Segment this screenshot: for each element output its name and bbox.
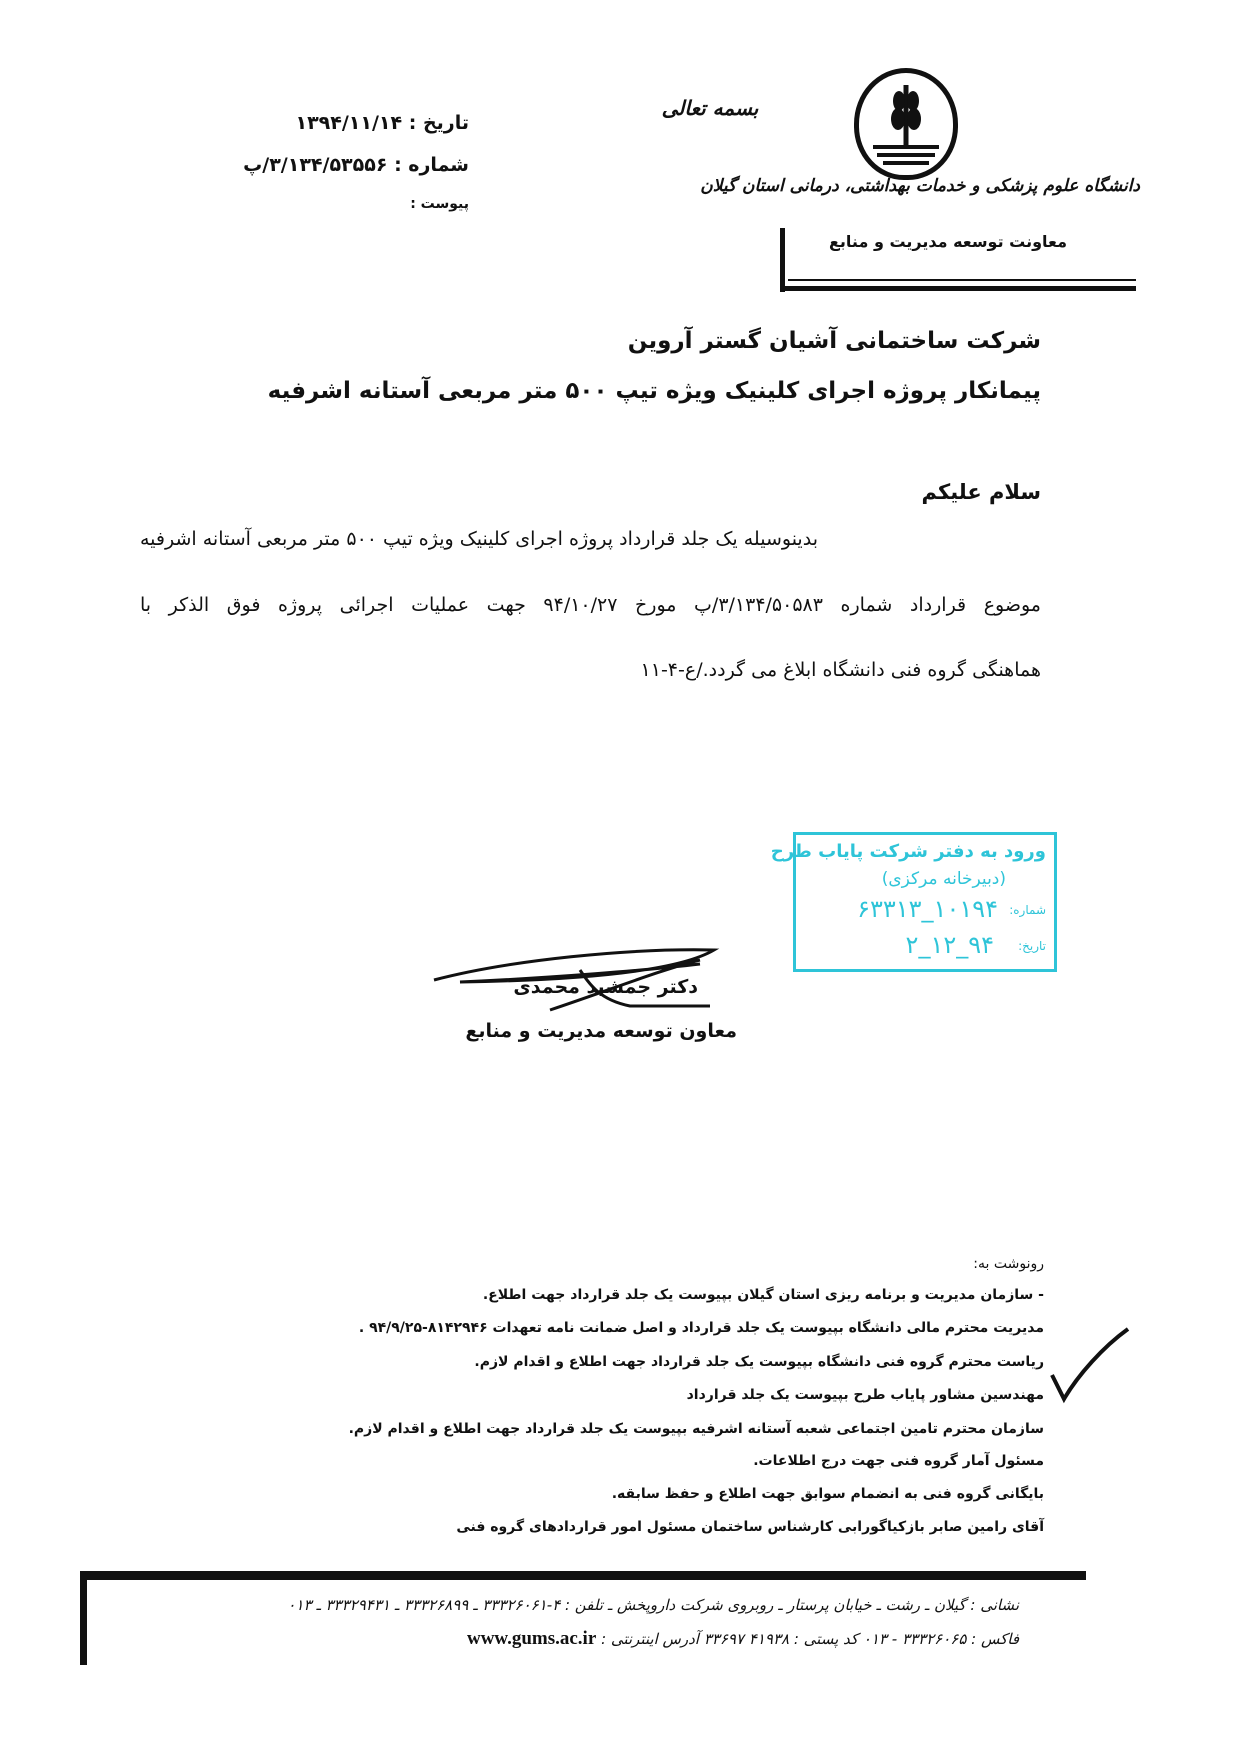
invocation-calligraphy: بسمه تعالی bbox=[661, 96, 759, 120]
greeting: سلام علیکم bbox=[921, 480, 1041, 504]
number-label: شماره : bbox=[394, 154, 469, 176]
cc-item: بایگانی گروه فنی به انضمام سوابق جهت اطلاع و حفظ سابقه. bbox=[611, 1486, 1044, 1502]
cc-item: آقای رامین صابر بازکیاگورابی کارشناس ساختمان مسئول امور قراردادهای گروه فنی bbox=[456, 1519, 1044, 1535]
cc-heading: رونوشت به: bbox=[973, 1256, 1044, 1272]
number-value: ۳/۱۳۴/۵۳۵۵۶/پ bbox=[243, 154, 388, 176]
cc-item: ریاست محترم گروه فنی دانشگاه بپیوست یک جلد قرارداد جهت اطلاع و اقدام لازم. bbox=[474, 1354, 1044, 1370]
cc-item: سازمان محترم تامین اجتماعی شعبه آستانه اشرفیه بپیوست یک جلد قرارداد جهت اطلاع و اقدام لازم. bbox=[348, 1421, 1044, 1437]
cc-item: مسئول آمار گروه فنی جهت درج اطلاعات. bbox=[753, 1453, 1044, 1469]
cc-item: مدیریت محترم مالی دانشگاه بپیوست یک جلد قرارداد و اصل ضمانت نامه تعهدات ۸۱۴۲۹۴۶-۹۴/۹/۲۵ . bbox=[358, 1320, 1044, 1336]
footer-frame-vertical bbox=[80, 1571, 87, 1665]
stamp-number-value: ۱۰۱۹۴_۶۳۳۱۳ bbox=[857, 895, 998, 923]
date-value: ۱۳۹۴/۱۱/۱۴ bbox=[295, 112, 403, 134]
cc-item: مهندسین مشاور پایاب طرح بپیوست یک جلد قرارداد bbox=[686, 1387, 1044, 1403]
university-name: دانشگاه علوم پزشکی و خدمات بهداشتی، درمانی استان گیلان bbox=[700, 176, 1140, 196]
stamp-line-2: (دبیرخانه مرکزی) bbox=[881, 869, 1006, 889]
signatory-title: معاون توسعه مدیریت و منابع bbox=[465, 1020, 737, 1042]
date-field bbox=[295, 112, 469, 134]
stamp-date-label: تاریخ: bbox=[1018, 939, 1046, 953]
checkmark-icon bbox=[1048, 1325, 1130, 1405]
received-stamp bbox=[770, 832, 1057, 972]
body-text-1: بدینوسیله یک جلد قرارداد پروژه اجرای کلینیک ویژه تیپ ۵۰۰ متر مربعی آستانه اشرفیه bbox=[140, 528, 818, 550]
footer-fax-postal: فاکس : ۳۳۳۲۶۰۶۵ - ۰۱۳ کد پستی : ۴۱۹۳۸ ۳۳۶۹۷ آدرس اینترنتی : bbox=[601, 1630, 1019, 1648]
body-line-1 bbox=[140, 528, 1041, 550]
footer-address: نشانی : گیلان ـ رشت ـ خیابان پرستار ـ روبروی شرکت داروپخش ـ تلفن : ۴-۳۳۳۲۶۰۶۱ ـ ۳۳۳۲۶۸۹۹ ـ ۳۳۳۲۹۴۳۱ ـ ۰۱۳ bbox=[287, 1596, 1019, 1614]
recipient-line-2: پیمانکار پروژه اجرای کلینیک ویژه تیپ ۵۰۰ متر مربعی آستانه اشرفیه bbox=[267, 378, 1041, 404]
department-name: معاونت توسعه مدیریت و منابع bbox=[828, 232, 1067, 251]
stamp-number-label: شماره: bbox=[1009, 903, 1046, 917]
attachment-label: پیوست : bbox=[410, 196, 469, 212]
stamp-line-1: ورود به دفتر شرکت پایاب طرح bbox=[770, 841, 1046, 862]
header-frame-rule-thin bbox=[788, 279, 1136, 281]
footer-rule bbox=[80, 1571, 1086, 1580]
website-link[interactable]: www.gums.ac.ir bbox=[466, 1628, 597, 1649]
stamp-date-value: ۹۴_۱۲_۲ bbox=[905, 931, 994, 959]
date-label: تاریخ : bbox=[408, 112, 469, 134]
body-line-3: هماهنگی گروه فنی دانشگاه ابلاغ می گردد./ع-۴-۱۱ bbox=[640, 659, 1041, 681]
header-frame-vertical bbox=[780, 228, 785, 292]
number-field bbox=[243, 154, 469, 176]
footer-contact bbox=[467, 1628, 1019, 1650]
university-logo bbox=[854, 68, 958, 180]
header-frame-rule bbox=[780, 286, 1136, 291]
cc-item: - سازمان مدیریت و برنامه ریزی استان گیلان بپیوست یک جلد قرارداد جهت اطلاع. bbox=[482, 1287, 1044, 1303]
body-line-2: موضوع قرارداد شماره ۳/۱۳۴/۵۰۵۸۳/پ مورخ ۹۴/۱۰/۲۷ جهت عملیات اجرائی پروژه فوق الذکر با bbox=[140, 594, 1041, 616]
signatory-name: دکتر جمشید محمدی bbox=[513, 976, 698, 998]
recipient-line-1: شرکت ساختمانی آشیان گستر آروین bbox=[627, 328, 1041, 354]
